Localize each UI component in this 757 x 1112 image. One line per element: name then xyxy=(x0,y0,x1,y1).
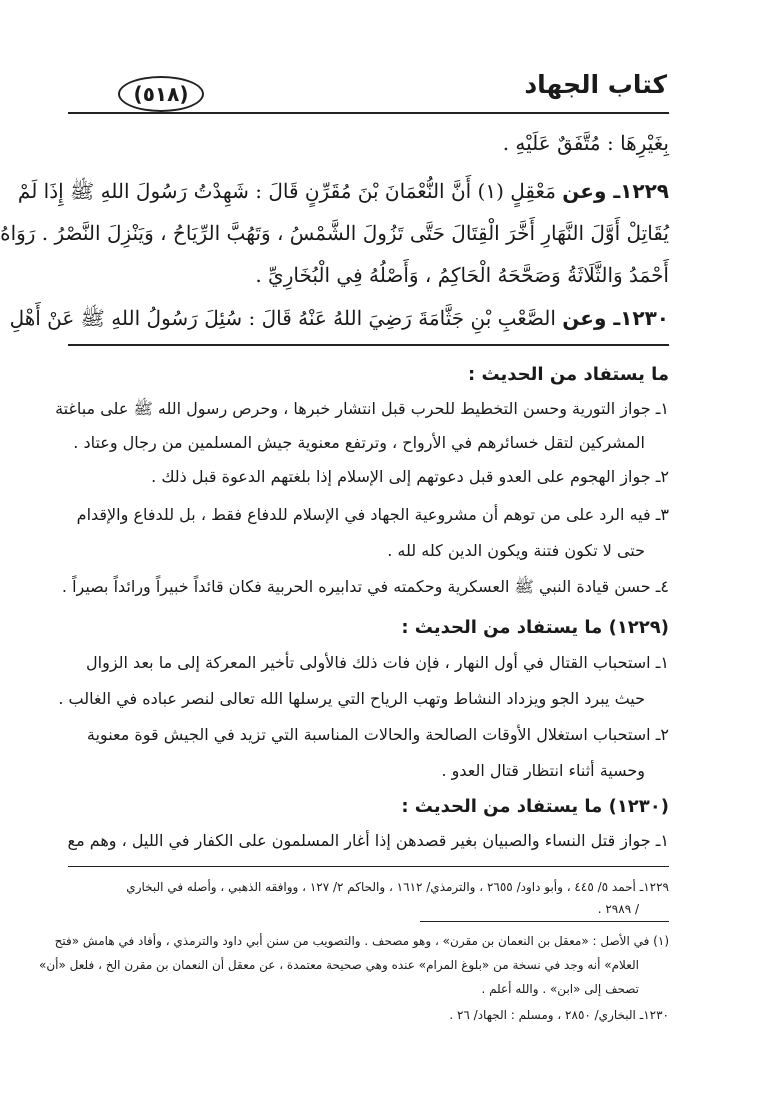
benefit-item-cont: حيث يبرد الجو ويزداد النشاط وتهب الرياح التي يرسلها الله تعالى لنصر عباده في الغالب . xyxy=(58,689,645,708)
benefit-item: ٢ـ جواز الهجوم على العدو قبل دعوتهم إلى الإسلام إذا بلغتهم الدعوة قبل ذلك . xyxy=(151,467,669,486)
benefit-item: ١ـ جواز قتل النساء والصبيان بغير قصدهن إذا أغار المسلمون على الكفار في الليل ، وهم مع xyxy=(67,831,669,850)
running-title: كتاب الجهاد xyxy=(524,70,667,99)
page-number: (٥١٨) xyxy=(118,76,204,112)
benefits-heading: ما يستفاد من الحديث : xyxy=(468,364,669,385)
hadith-text: الصَّعْبِ بْنِ جَثَّامَةَ رَضِيَ اللهُ عَنْهُ قَالَ : سُئِلَ رَسُولُ اللهِ ﷺ عَنْ أَهْلِ xyxy=(9,306,556,330)
benefit-item-cont: المشركين لتقل خسائرهم في الأرواح ، وترتفع معنوية جيش المسلمين من رجال وعتاد . xyxy=(73,433,645,452)
takhrij-1229: ١٢٢٩ـ أحمد ٥/ ٤٤٥ ، وأبو داود/ ٢٦٥٥ ، والترمذي/ ١٦١٢ ، والحاكم ٢/ ١٢٧ ، ووافقه الذهبي ، وأصله في البخاري xyxy=(126,880,669,894)
benefits-heading-1230: (١٢٣٠) ما يستفاد من الحديث : xyxy=(401,796,669,817)
benefit-item: ٤ـ حسن قيادة النبي ﷺ العسكرية وحكمته في تدابيره الحربية فكان قائداً خبيراً ورائداً بصيراً . xyxy=(61,577,669,596)
hadith-1230-line xyxy=(9,303,669,333)
section-rule xyxy=(68,344,669,346)
takhrij-1230: ١٢٣٠ـ البخاري/ ٢٨٥٠ ، ومسلم : الجهاد/ ٢٦ . xyxy=(449,1008,669,1022)
footnote-1: (١) في الأصل : «معقل بن النعمان بن مقرن» ، وهو مصحف . والتصويب من سنن أبي داود والترمذي ، وأفاد في هامش «فتح xyxy=(54,934,669,948)
hadith-number: ١٢٣٠ـ وعن xyxy=(562,306,669,330)
benefit-item: ١ـ جواز التورية وحسن التخطيط للحرب قبل انتشار خبرها ، وحرص رسول الله ﷺ على مباغتة xyxy=(55,399,669,418)
benefit-item: ٣ـ فيه الرد على من توهم أن مشروعية الجهاد في الإسلام للدفاع فقط ، بل للدفاع والإقدام xyxy=(76,505,669,524)
matn-line: بِغَيْرِهَا : مُتَّفَقٌ عَلَيْهِ . xyxy=(502,131,669,155)
hadith-1229-line xyxy=(17,176,669,206)
takhrij-1229-cont: / ٢٩٨٩ . xyxy=(597,902,639,916)
hadith-1229-line: يُقَاتِلْ أَوَّلَ النَّهَارِ أَخَّرَ الْقِتَالَ حَتَّى تَزُولَ الشَّمْسُ ، وَتَهُبَّ الرِّيَاحُ ، وَيَنْزِلَ النَّصْرُ . رَوَاهُ xyxy=(0,221,669,245)
benefit-item-cont: حتى لا تكون فتنة ويكون الدين كله لله . xyxy=(387,541,645,560)
benefit-item-cont: وحسية أثناء انتظار قتال العدو . xyxy=(441,761,645,780)
footnote-1-cont: العلام» أنه وجد في نسخة من «بلوغ المرام» عنده وهي صحيحة معتمدة ، عن معقل أن النعمان بن مقرن الخ ، فلعل «أن» xyxy=(39,958,639,972)
hadith-number: ١٢٢٩ـ وعن xyxy=(562,179,669,203)
header-rule xyxy=(68,112,669,114)
hadith-text: مَعْقِلٍ (١) أَنَّ النُّعْمَانَ بْنَ مُقَرِّنٍ قَالَ : شَهِدْتُ رَسُولَ اللهِ ﷺ إِذَا لَمْ xyxy=(17,179,556,203)
footnote-1-cont: تصحف إلى «ابن» . والله أعلم . xyxy=(481,982,639,996)
benefit-item: ٢ـ استحباب استغلال الأوقات الصالحة والحالات المناسبة التي تزيد في الجيش قوة معنوية xyxy=(86,725,669,744)
footnote-separator xyxy=(420,921,669,922)
footnote-rule xyxy=(68,866,669,867)
hadith-1229-line: أَحْمَدُ وَالثَّلَاثَةُ وَصَحَّحَهُ الْحَاكِمُ ، وَأَصْلُهُ فِي الْبُخَارِيِّ . xyxy=(255,263,669,287)
benefits-heading-1229: (١٢٢٩) ما يستفاد من الحديث : xyxy=(401,617,669,638)
benefit-item: ١ـ استحباب القتال في أول النهار ، فإن فات ذلك فالأولى تأخير المعركة إلى ما بعد الزوال xyxy=(86,653,669,672)
